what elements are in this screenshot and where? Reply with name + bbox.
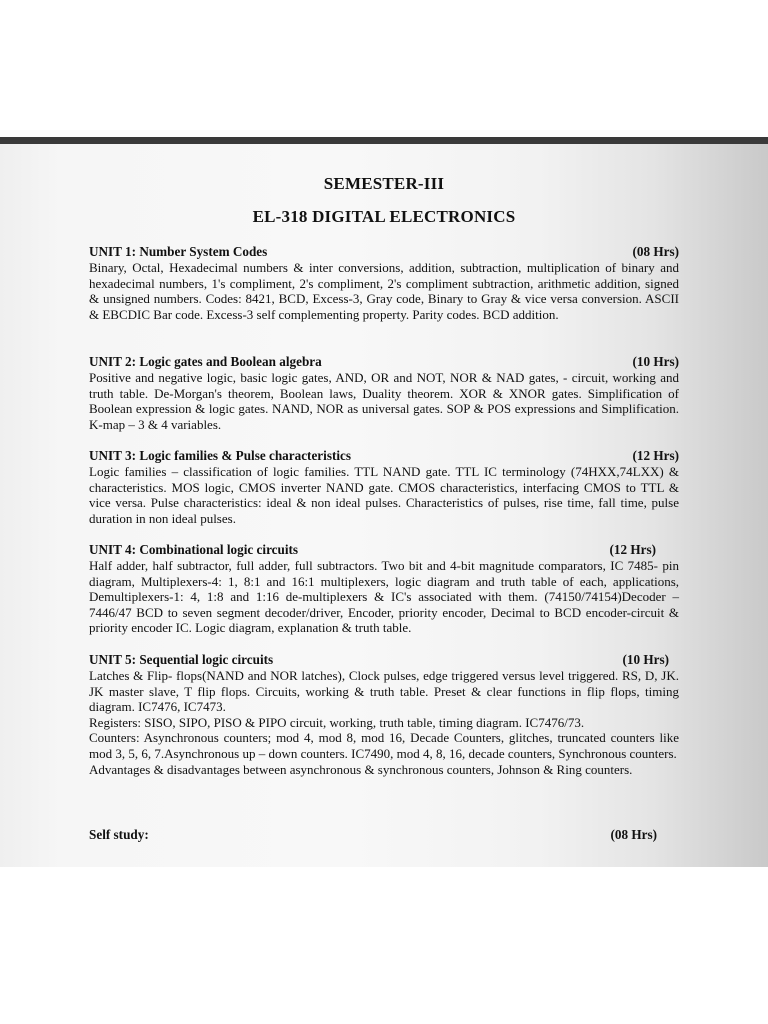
unit-content xyxy=(89,370,679,432)
unit-content xyxy=(89,464,679,526)
unit-paragraph: Half adder, half subtractor, full adder, full subtractors. Two bit and 4-bit magnitude comparators, IC 7485- pin diagram, Multiplexers-4: 1, 8:1 and 16:1 multiplexers, logic diagram and truth table of each, applications, Demultiplexers-1: 4, 1:8 and 1:16 de-multiplexers & IC's associated with them. (74150/74154)Decoder – 7446/47 BCD to seven segment decoder/driver, Encoder, priority encoder, Decimal to BCD encoder-circuit & priority encoder IC. Logic diagram, explanation & truth table. xyxy=(89,558,679,636)
unit-hours: (12 Hrs) xyxy=(632,448,679,463)
unit-paragraph: Registers: SISO, SIPO, PISO & PIPO circuit, working, truth table, timing diagram. IC7476/73. xyxy=(89,714,585,730)
unit-section xyxy=(89,542,679,636)
unit-content xyxy=(89,668,679,777)
unit-hours: (08 Hrs) xyxy=(610,827,657,842)
unit-title: Self study: xyxy=(89,827,149,842)
unit-heading xyxy=(89,652,669,668)
unit-paragraph: Advantages & disadvantages between asynchronous & synchronous counters, Johnson & Ring counters. xyxy=(89,761,633,777)
unit-heading xyxy=(89,354,679,370)
unit-title: UNIT 3: Logic families & Pulse characteristics xyxy=(89,448,351,463)
unit-section xyxy=(89,652,679,777)
unit-section xyxy=(89,827,679,843)
unit-heading xyxy=(89,244,679,260)
unit-section xyxy=(89,354,679,432)
unit-title: UNIT 1: Number System Codes xyxy=(89,244,268,259)
unit-hours: (08 Hrs) xyxy=(632,244,679,259)
unit-hours: (12 Hrs) xyxy=(609,542,656,557)
unit-title: UNIT 5: Sequential logic circuits xyxy=(89,652,274,667)
unit-section xyxy=(89,244,679,322)
unit-content xyxy=(89,260,679,322)
unit-heading xyxy=(89,827,657,843)
unit-paragraph: Binary, Octal, Hexadecimal numbers & inter conversions, addition, subtraction, multiplication of binary and hexadecimal numbers, 1's compliment, 2's compliment, 2's compliment subtraction, arithmetic addition, signed & unsigned numbers. Codes: 8421, BCD, Excess-3, Gray code, Binary to Gray & vice versa conversion. ASCII & EBCDIC Bar code. Excess-3 self complementing property. Parity codes. BCD addition. xyxy=(89,260,679,322)
unit-section xyxy=(89,448,679,526)
unit-hours: (10 Hrs) xyxy=(632,354,679,369)
semester-heading: SEMESTER-III xyxy=(323,174,445,193)
unit-paragraph: Latches & Flip- flops(NAND and NOR latches), Clock pulses, edge triggered versus level triggered. RS, D, JK. JK master slave, T flip flops. Circuits, working & truth table. Preset & clear functions in flip flops, timing diagram. IC7476, IC7473. xyxy=(89,668,679,715)
unit-paragraph: Logic families – classification of logic families. TTL NAND gate. TTL IC terminology (74HXX,74LXX) & characteristics. MOS logic, CMOS inverter NAND gate. CMOS characteristics, interfacing CMOS to TTL & vice versa. Pulse characteristics: ideal & non ideal pulses. Characteristics of pulses, rise time, fall time, pulse duration in non ideal pulses. xyxy=(89,464,679,526)
unit-heading xyxy=(89,448,679,464)
unit-title: UNIT 2: Logic gates and Boolean algebra xyxy=(89,354,322,369)
unit-paragraph: Positive and negative logic, basic logic gates, AND, OR and NOT, NOR & NAD gates, - circuit, working and truth table. De-Morgan's theorem, Boolean laws, Duality theorem. XOR & XNOR gates. Simplification of Boolean expression & logic gates. NAND, NOR as universal gates. SOP & POS expressions and Simplification. K-map – 3 & 4 variables. xyxy=(89,370,679,432)
unit-title: UNIT 4: Combinational logic circuits xyxy=(89,542,299,557)
course-title: EL-318 DIGITAL ELECTRONICS xyxy=(252,207,516,226)
document-photo xyxy=(0,137,768,867)
unit-heading xyxy=(89,542,656,558)
unit-hours: (10 Hrs) xyxy=(622,652,669,667)
unit-content xyxy=(89,558,679,636)
unit-paragraph: Counters: Asynchronous counters; mod 4, mod 8, mod 16, Decade Counters, glitches, truncated counters like mod 3, 5, 6, 7.Asynchronous up – down counters. IC7490, mod 4, 8, 16, decade counters, Synchronous counters. xyxy=(89,730,679,761)
